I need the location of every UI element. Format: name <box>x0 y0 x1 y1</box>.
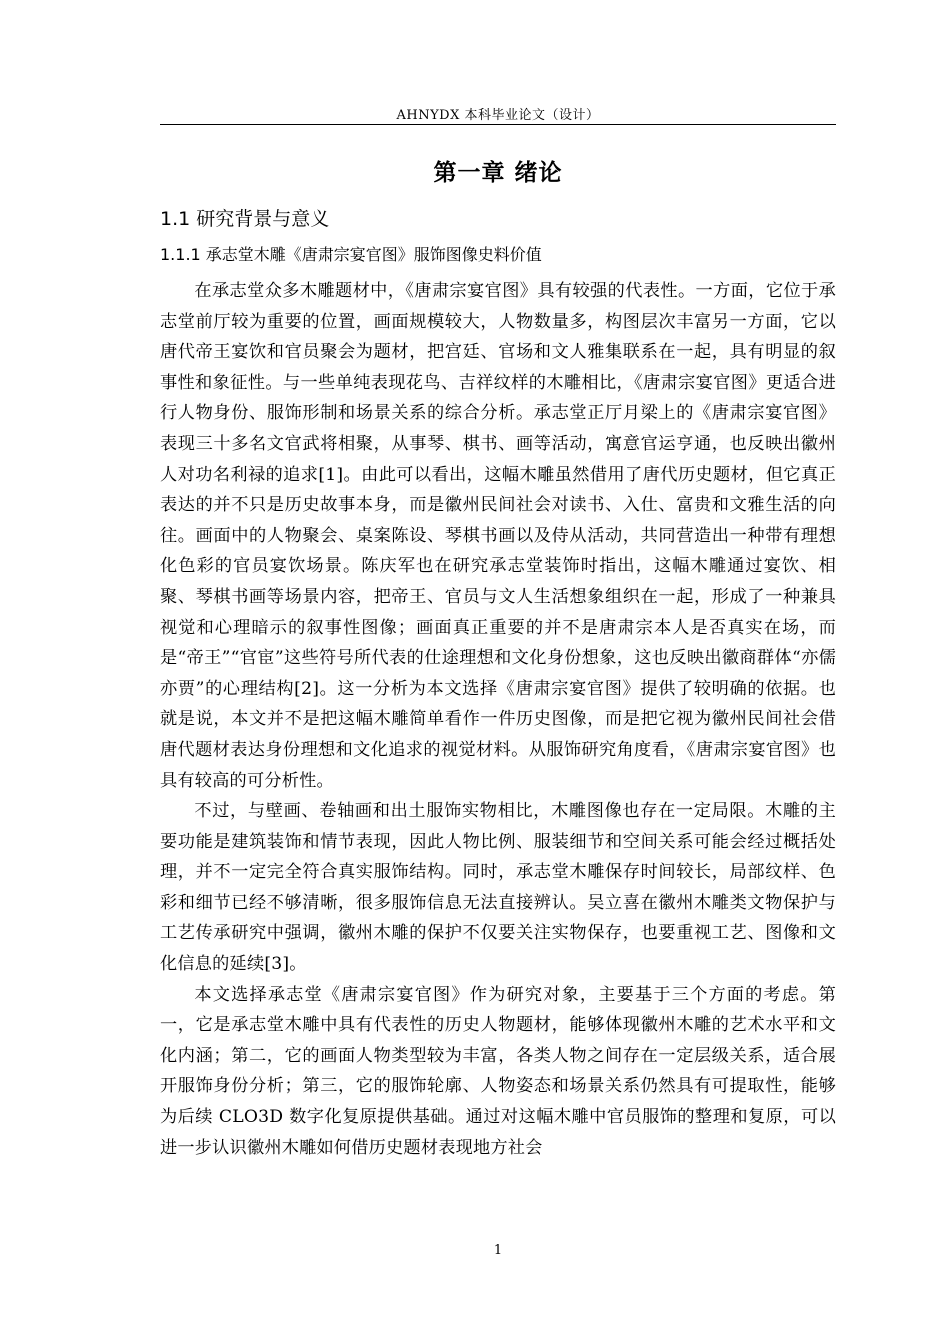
chapter-title: 第一章 绪论 <box>433 160 563 186</box>
paragraph-2: 不过，与壁画、卷轴画和出土服饰实物相比，木雕图像也存在一定局限。木雕的主要功能是建筑装饰和情节表现，因此人物比例、服装细节和空间关系可能会经过概括处理，并不一定完全符合真实服饰结构。同时，承志堂木雕保存时间较长，局部纹样、色彩和细节已经不够清晰，很多服饰信息无法直接辨认。吴立喜在徽州木雕类文物保护与工艺传承研究中强调，徽州木雕的保护不仅要关注实物保存，也要重视工艺、图像和文化信息的延续[3]。 <box>160 801 836 975</box>
page-number: 1 <box>493 1243 503 1258</box>
running-header: AHNYDX 本科毕业论文（设计） <box>396 108 600 123</box>
header-rule <box>160 124 836 125</box>
section-heading: 1.1 研究背景与意义 <box>160 208 330 230</box>
body-text <box>160 276 836 1163</box>
paragraph-1: 在承志堂众多木雕题材中，《唐肃宗宴官图》具有较强的代表性。一方面，它位于承志堂前厅较为重要的位置，画面规模较大，人物数量多，构图层次丰富另一方面，它以唐代帝王宴饮和官员聚会为题材，把宫廷、官场和文人雅集联系在一起，具有明显的叙事性和象征性。与一些单纯表现花鸟、吉祥纹样的木雕相比，《唐肃宗宴官图》更适合进行人物身份、服饰形制和场景关系的综合分析。承志堂正厅月梁上的《唐肃宗宴官图》表现三十多名文官武将相聚，从事琴、棋书、画等活动，寓意官运亨通，也反映出徽州人对功名利禄的追求[1]。由此可以看出，这幅木雕虽然借用了唐代历史题材，但它真正表达的并不只是历史故事本身，而是徽州民间社会对读书、入仕、富贵和文雅生活的向往。画面中的人物聚会、桌案陈设、琴棋书画以及侍从活动，共同营造出一种带有理想化色彩的官员宴饮场景。陈庆军也在研究承志堂装饰时指出，这幅木雕通过宴饮、相聚、琴棋书画等场景内容，把帝王、官员与文人生活想象组织在一起，形成了一种兼具视觉和心理暗示的叙事性图像；画面真正重要的并不是唐肃宗本人是否真实在场，而是“帝王”“官宦”这些符号所代表的仕途理想和文化身份想象，这也反映出徽商群体“亦儒亦贾”的心理结构[2]。这一分析为本文选择《唐肃宗宴官图》提供了较明确的依据。也就是说，本文并不是把这幅木雕简单看作一件历史图像，而是把它视为徽州民间社会借唐代题材表达身份理想和文化追求的视觉材料。从服饰研究角度看，《唐肃宗宴官图》也具有较高的可分析性。 <box>160 281 836 791</box>
paragraph-3: 本文选择承志堂《唐肃宗宴官图》作为研究对象，主要基于三个方面的考虑。第一，它是承志堂木雕中具有代表性的历史人物题材，能够体现徽州木雕的艺术水平和文化内涵；第二，它的画面人物类型较为丰富，各类人物之间存在一定层级关系，适合展开服饰身份分析；第三，它的服饰轮廓、人物姿态和场景关系仍然具有可提取性，能够为后续 CLO3D 数字化复原提供基础。通过对这幅木雕中官员服饰的整理和复原，可以进一步认识徽州木雕如何借历史题材表现地方社会 <box>160 984 836 1158</box>
subsection-heading: 1.1.1 承志堂木雕《唐肃宗宴官图》服饰图像史料价值 <box>160 245 542 264</box>
